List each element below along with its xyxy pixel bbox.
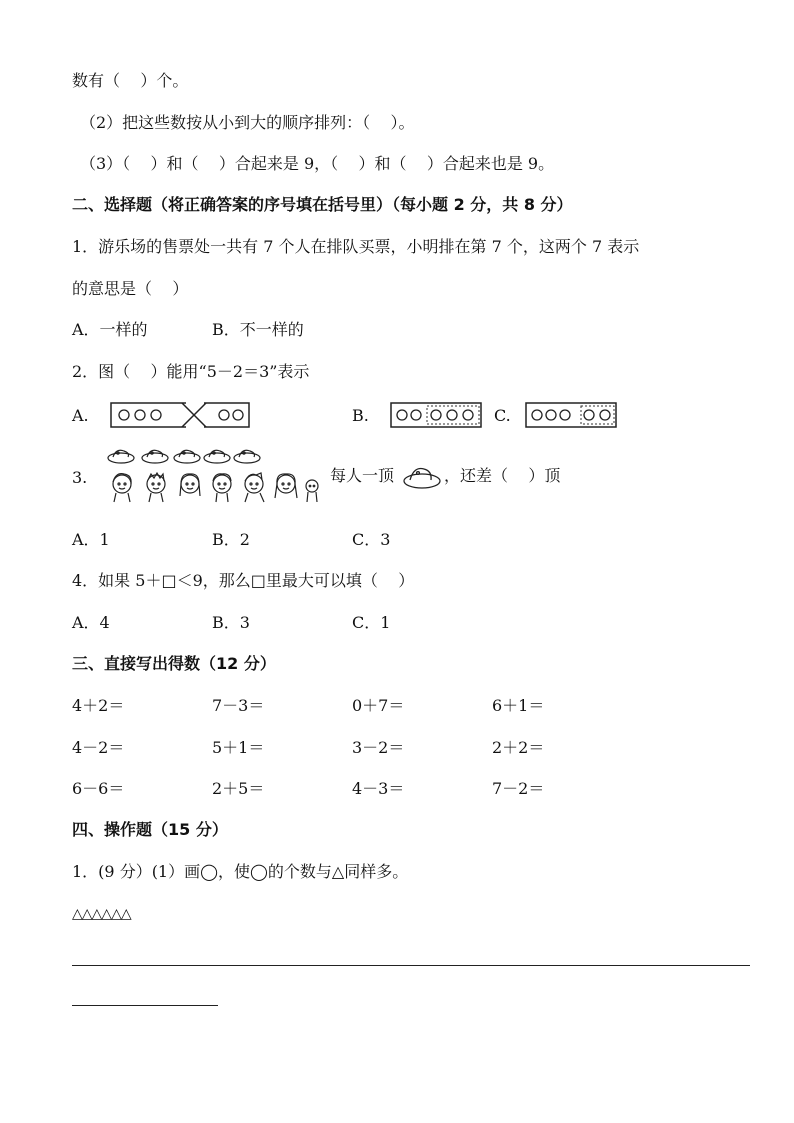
calc-item: 0＋7＝ — [352, 696, 405, 715]
hats-and-children-picture — [104, 444, 330, 506]
s2-q4-option-b: B．3 — [212, 613, 250, 632]
s2-q3-number: 3. — [72, 468, 88, 487]
q1-line-c: （3）（ ）和（ ）合起来是 9，（ ）和（ ）合起来也是 9。 — [80, 154, 555, 173]
calc-item: 6＋1＝ — [492, 696, 545, 715]
s2-q2-option-c-label: C. — [494, 406, 511, 425]
q1-line-a: 数有（ ）个。 — [72, 71, 189, 90]
s2-q2-option-a-figure — [110, 401, 250, 429]
calc-item: 7－2＝ — [492, 779, 545, 798]
s2-q4-stem: 4．如果 5＋□＜9，那么□里最大可以填（ ） — [72, 571, 415, 590]
calc-item: 2＋5＝ — [212, 779, 265, 798]
calc-item: 5＋1＝ — [212, 738, 265, 757]
s2-q3-text-after: ，还差（ ）顶 — [444, 466, 561, 485]
s2-q2-option-a-label: A. — [72, 406, 89, 425]
calc-item: 7－3＝ — [212, 696, 265, 715]
calc-item: 4－2＝ — [72, 738, 125, 757]
section4-heading: 四、操作题（15 分） — [72, 820, 228, 839]
s2-q2-stem: 2．图（ ）能用“5－2＝3”表示 — [72, 362, 310, 381]
s2-q2-option-c-figure — [525, 401, 617, 429]
s2-q3-option-b: B．2 — [212, 530, 250, 549]
answer-line — [72, 965, 750, 966]
section2-heading: 二、选择题（将正确答案的序号填在括号里）（每小题 2 分，共 8 分） — [72, 195, 573, 214]
footnote-separator — [72, 1005, 218, 1006]
s2-q1-option-a: A．一样的 — [72, 320, 148, 339]
s2-q4-option-a: A．4 — [72, 613, 110, 632]
s2-q1-line2: 的意思是（ ） — [72, 279, 189, 298]
s2-q2-option-b-figure — [390, 401, 482, 429]
calc-item: 3－2＝ — [352, 738, 405, 757]
hat-icon — [402, 463, 442, 491]
s2-q1-option-b: B．不一样的 — [212, 320, 304, 339]
q1-line-b: （2）把这些数按从小到大的顺序排列：（ ）。 — [80, 113, 415, 132]
calc-item: 4＋2＝ — [72, 696, 125, 715]
s2-q1-line1: 1．游乐场的售票处一共有 7 个人在排队买票，小明排在第 7 个，这两个 7 表示 — [72, 237, 640, 256]
s2-q4-option-c: C．1 — [352, 613, 391, 632]
calc-item: 2＋2＝ — [492, 738, 545, 757]
section3-heading: 三、直接写出得数（12 分） — [72, 654, 276, 673]
calc-item: 6－6＝ — [72, 779, 125, 798]
calc-item: 4－3＝ — [352, 779, 405, 798]
s2-q3-text-before: 每人一顶 — [330, 466, 395, 485]
s2-q2-option-b-label: B. — [352, 406, 369, 425]
s4-q1-stem: 1．(9 分）(1）画◯，使◯的个数与△同样多。 — [72, 862, 409, 881]
s2-q3-option-a: A．1 — [72, 530, 110, 549]
triangles-row: △△△△△△ — [72, 906, 131, 922]
s2-q3-option-c: C．3 — [352, 530, 391, 549]
